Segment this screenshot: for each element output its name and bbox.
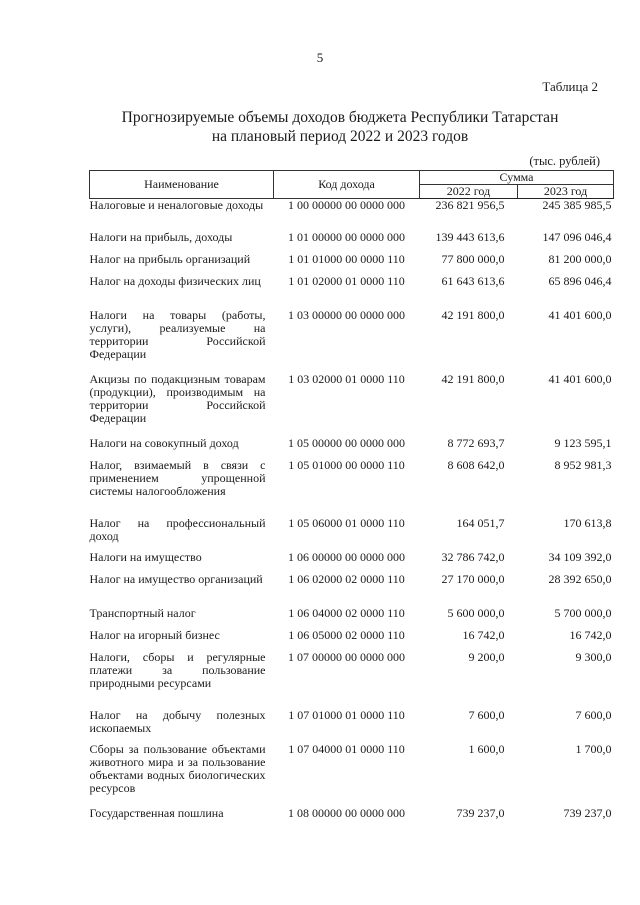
row-value-2022: 42 191 800,0 (441, 372, 505, 386)
row-name: Налог на имущество организаций (89, 572, 263, 586)
table-header (90, 171, 614, 199)
table-row (90, 373, 614, 437)
row-value-2022: 9 200,0 (468, 650, 505, 664)
table-row (90, 807, 614, 829)
row-name: Сборы за пользование объектами животного мира и за пользование объектами водных биологических ресурсов (89, 742, 266, 795)
row-value-2023: 8 952 981,3 (554, 458, 612, 472)
row-value-2023: 170 613,8 (563, 516, 612, 530)
header-year-2022: 2022 год (420, 185, 518, 199)
row-value-2022: 5 600 000,0 (447, 606, 505, 620)
row-name: Налог, взимаемый в связи с применением упрощенной системы налогообложения (89, 458, 266, 498)
header-name: Наименование (90, 171, 274, 199)
table-row (90, 651, 614, 709)
row-value-2022: 8 608 642,0 (447, 458, 505, 472)
row-value-2022: 16 742,0 (462, 628, 505, 642)
row-code: 1 06 05000 02 0000 110 (288, 628, 405, 642)
row-code: 1 06 02000 02 0000 110 (288, 572, 405, 586)
row-code: 1 06 04000 02 0000 110 (288, 606, 405, 620)
row-code: 1 08 00000 00 0000 000 (288, 806, 405, 820)
row-value-2023: 147 096 046,4 (542, 230, 612, 244)
row-value-2023: 739 237,0 (563, 806, 612, 820)
table-row (90, 309, 614, 373)
row-value-2023: 65 896 046,4 (548, 274, 612, 288)
header-year-2023: 2023 год (518, 185, 614, 199)
document-title (60, 108, 620, 146)
row-value-2022: 164 051,7 (456, 516, 505, 530)
row-name: Налоги на имущество (89, 550, 202, 564)
row-name: Государственная пошлина (89, 806, 224, 820)
row-value-2022: 27 170 000,0 (441, 572, 505, 586)
row-value-2023: 9 123 595,1 (554, 436, 612, 450)
table-row (90, 573, 614, 607)
row-value-2023: 7 600,0 (575, 708, 612, 722)
row-code: 1 01 00000 00 0000 000 (288, 230, 405, 244)
row-value-2022: 7 600,0 (468, 708, 505, 722)
row-value-2022: 739 237,0 (456, 806, 505, 820)
row-code: 1 01 02000 01 0000 110 (288, 274, 405, 288)
table-row (90, 629, 614, 651)
title-line-2: на плановый период 2022 и 2023 годов (211, 128, 469, 145)
table-row (90, 607, 614, 629)
row-name: Налоги, сборы и регулярные платежи за пользование природными ресурсами (89, 650, 266, 690)
units-label: (тыс. рублей) (529, 154, 600, 168)
table-row (90, 743, 614, 807)
table-row (90, 709, 614, 743)
row-code: 1 06 00000 00 0000 000 (288, 550, 405, 564)
row-value-2022: 236 821 956,5 (435, 198, 505, 212)
row-value-2023: 41 401 600,0 (548, 372, 612, 386)
row-name: Налоги на совокупный доход (89, 436, 239, 450)
title-line-1: Прогнозируемые объемы доходов бюджета Республики Татарстан (121, 109, 559, 126)
row-value-2022: 1 600,0 (468, 742, 505, 756)
row-value-2023: 41 401 600,0 (548, 308, 612, 322)
table-row (90, 551, 614, 573)
row-value-2023: 245 385 985,5 (542, 198, 612, 212)
row-name: Налоговые и неналоговые доходы (89, 198, 264, 212)
row-name: Налог на добычу полезных ископаемых (89, 708, 266, 735)
row-code: 1 03 00000 00 0000 000 (288, 308, 405, 322)
table-row (90, 517, 614, 551)
row-code: 1 07 01000 01 0000 110 (288, 708, 405, 722)
header-code: Код дохода (274, 171, 420, 199)
row-value-2022: 8 772 693,7 (447, 436, 505, 450)
row-value-2022: 139 443 613,6 (435, 230, 505, 244)
row-value-2023: 34 109 392,0 (548, 550, 612, 564)
table-label: Таблица 2 (542, 79, 598, 94)
row-code: 1 05 06000 01 0000 110 (288, 516, 405, 530)
table-row (90, 459, 614, 517)
header-sum: Сумма (420, 171, 614, 185)
table-body (90, 199, 614, 830)
row-name: Налог на профессиональный доход (89, 516, 266, 543)
row-code: 1 01 01000 00 0000 110 (288, 252, 405, 266)
table-row (90, 275, 614, 309)
table-row (90, 199, 614, 232)
row-value-2023: 5 700 000,0 (554, 606, 612, 620)
row-value-2022: 77 800 000,0 (441, 252, 505, 266)
income-table (89, 170, 614, 829)
row-code: 1 00 00000 00 0000 000 (288, 198, 405, 212)
row-value-2023: 9 300,0 (575, 650, 612, 664)
row-name: Налог на прибыль организаций (89, 252, 251, 266)
row-name: Налоги на прибыль, доходы (89, 230, 233, 244)
page-number: 5 (316, 50, 324, 65)
table-row (90, 231, 614, 253)
row-name: Транспортный налог (89, 606, 196, 620)
row-value-2023: 81 200 000,0 (548, 252, 612, 266)
row-value-2022: 61 643 613,6 (441, 274, 505, 288)
row-name: Налоги на товары (работы, услуги), реализуемые на территории Российской Федерации (89, 308, 266, 361)
row-value-2023: 16 742,0 (569, 628, 612, 642)
row-code: 1 05 00000 00 0000 000 (288, 436, 405, 450)
row-name: Акцизы по подакцизным товарам (продукции), производимым на территории Российской Федерации (89, 372, 266, 425)
row-code: 1 07 00000 00 0000 000 (288, 650, 405, 664)
row-value-2022: 42 191 800,0 (441, 308, 505, 322)
row-value-2023: 1 700,0 (575, 742, 612, 756)
row-code: 1 07 04000 01 0000 110 (288, 742, 405, 756)
row-name: Налог на доходы физических лиц (89, 274, 261, 288)
row-code: 1 05 01000 00 0000 110 (288, 458, 405, 472)
row-name: Налог на игорный бизнес (89, 628, 220, 642)
table-row (90, 437, 614, 459)
table-row (90, 253, 614, 275)
row-code: 1 03 02000 01 0000 110 (288, 372, 405, 386)
row-value-2023: 28 392 650,0 (548, 572, 612, 586)
row-value-2022: 32 786 742,0 (441, 550, 505, 564)
